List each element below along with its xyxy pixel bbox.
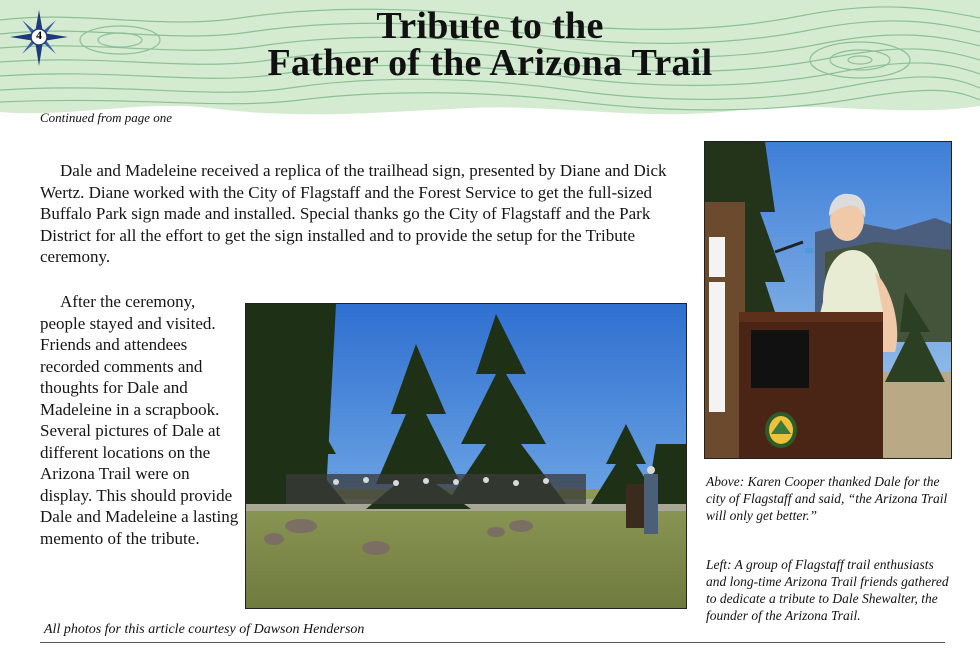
speaker-at-podium-photo	[704, 141, 952, 459]
photo-credit: All photos for this article courtesy of Dawson Henderson	[44, 622, 365, 637]
title-line-2: Father of the Arizona Trail	[267, 42, 713, 84]
title-line-1: Tribute to the	[376, 5, 604, 47]
group-gathering-photo	[245, 303, 687, 609]
city-seal-icon	[765, 412, 797, 448]
body-paragraph-1: Dale and Madeleine received a replica of the trailhead sign, presented by Diane and Dick Wertz. Diane worked with the City of Flagstaff and the Forest Service to get the full-sized Buffalo Park sign made and installed. Special thanks go the City of Flagstaff and the Park District for all the effort to get the sign installed and to provide the setup for the Tribute ceremony.	[40, 161, 667, 266]
page-number: 4	[36, 28, 42, 42]
footer-rule	[40, 642, 945, 643]
continued-note: Continued from page one	[40, 110, 173, 125]
caption-above: Above: Karen Cooper thanked Dale for the city of Flagstaff and said, “the Arizona Trail will only get better.”	[706, 474, 948, 523]
caption-left: Left: A group of Flagstaff trail enthusiasts and long-time Arizona Trail friends gathered to dedicate a tribute to Dale Shewalter, the founder of the Arizona Trail.	[706, 557, 949, 623]
body-paragraph-2: After the ceremony, people stayed and visited. Friends and attendees recorded comments and thoughts for Dale and Madeleine in a scrapbook. Several pictures of Dale at different locations on the Arizona Trail were on display. This should provide Dale and Madeleine a lasting memento of the tribute.	[40, 292, 239, 548]
page-title	[0, 5, 980, 84]
